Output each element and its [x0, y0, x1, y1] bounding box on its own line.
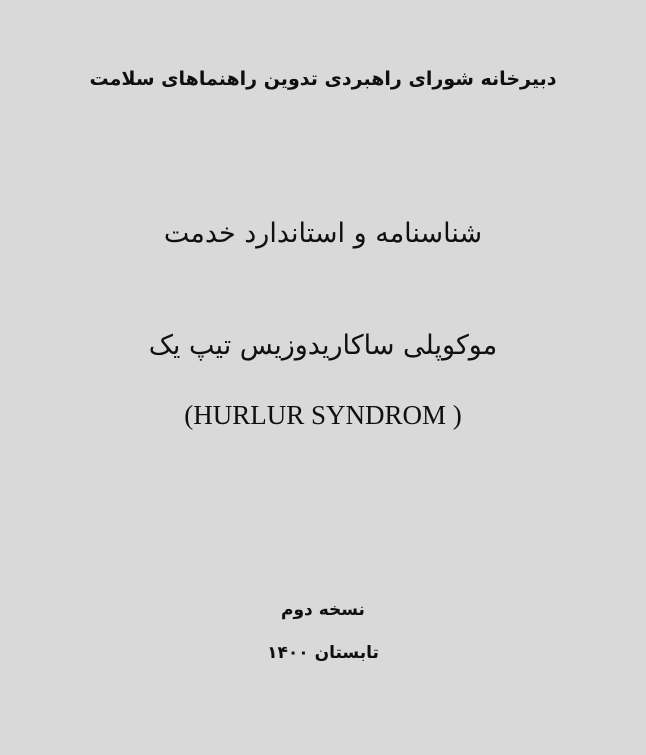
document-subject-persian: موکوپلی ساکاریدوزیس تیپ یک	[148, 330, 498, 361]
edition-label: نسخه دوم	[281, 600, 365, 620]
document-subject-latin: (HURLUR SYNDROM )	[184, 400, 462, 430]
organization-title: دبیرخانه شورای راهبردی تدوین راهنماهای سلامت	[89, 68, 557, 90]
publication-date: تابستان ۱۴۰۰	[267, 643, 379, 663]
document-type-title: شناسنامه و استاندارد خدمت	[163, 218, 483, 249]
